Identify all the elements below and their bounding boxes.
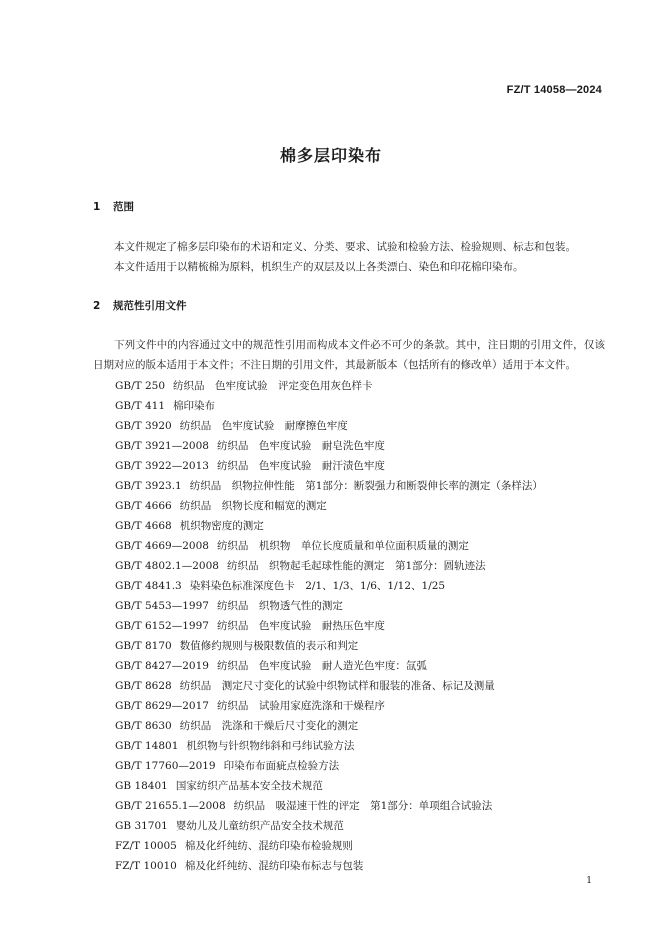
reference-title: 纺织品 吸湿速干性的评定 第1部分：单项组合试验法 xyxy=(233,800,493,812)
section-number: 1 xyxy=(93,201,101,213)
reference-title: 数值修约规则与极限数值的表示和判定 xyxy=(179,640,359,652)
reference-title: 纺织品 试验用家庭洗涤和干燥程序 xyxy=(216,700,385,712)
reference-code: GB/T 411 xyxy=(115,400,166,412)
reference-title: 棉及化纤纯纺、混纺印染布标志与包装 xyxy=(184,860,364,872)
reference-title: 纺织品 色牢度试验 耐皂洗色牢度 xyxy=(216,440,385,452)
section-title: 规范性引用文件 xyxy=(113,300,187,312)
reference-item xyxy=(115,796,543,816)
reference-code: GB/T 4669—2008 xyxy=(115,540,209,552)
reference-title: 棉印染布 xyxy=(173,400,216,412)
reference-title: 国家纺织产品基本安全技术规范 xyxy=(175,780,323,792)
reference-title: 纺织品 测定尺寸变化的试验中织物试样和服装的准备、标记及测量 xyxy=(179,680,495,692)
reference-item xyxy=(115,656,543,676)
reference-item xyxy=(115,836,543,856)
reference-code: GB/T 4802.1—2008 xyxy=(115,560,219,572)
reference-item xyxy=(115,856,543,876)
reference-item xyxy=(115,516,543,536)
reference-code: GB 31701 xyxy=(115,820,168,832)
reference-code: GB/T 8427—2019 xyxy=(115,660,209,672)
reference-item xyxy=(115,396,543,416)
reference-code: GB 18401 xyxy=(115,780,168,792)
reference-item xyxy=(115,816,543,836)
reference-item xyxy=(115,716,543,736)
reference-item xyxy=(115,616,543,636)
reference-title: 纺织品 织物透气性的测定 xyxy=(216,600,343,612)
page-number: 1 xyxy=(586,876,592,886)
reference-item xyxy=(115,736,543,756)
scope-paragraph-1: 本文件规定了棉多层印染布的术语和定义、分类、要求、试验和检验方法、检验规则、标志和包装。 xyxy=(114,241,576,253)
reference-title: 纺织品 织物起毛起球性能的测定 第1部分：圆轨迹法 xyxy=(226,560,486,572)
section-heading-normative-references xyxy=(93,298,187,313)
reference-code: GB/T 8629—2017 xyxy=(115,700,209,712)
standard-code: FZ/T 14058—2024 xyxy=(506,84,602,96)
references-intro-paragraph: 下列文件中的内容通过文中的规范性引用而构成本文件必不可少的条款。其中，注日期的引用文件，仅该日期对应的版本适用于本文件；不注日期的引用文件，其最新版本（包括所有的修改单）适用于本文件。 xyxy=(93,339,605,371)
reference-item xyxy=(115,536,543,556)
reference-item xyxy=(115,776,543,796)
reference-code: GB/T 4841.3 xyxy=(115,580,182,592)
reference-code: GB/T 3922—2013 xyxy=(115,460,209,472)
reference-title: 纺织品 色牢度试验 评定变色用灰色样卡 xyxy=(173,380,373,392)
reference-code: GB/T 5453—1997 xyxy=(115,600,209,612)
reference-item xyxy=(115,556,543,576)
reference-code: GB/T 250 xyxy=(115,380,166,392)
reference-item xyxy=(115,756,543,776)
reference-title: 纺织品 织物长度和幅宽的测定 xyxy=(179,500,327,512)
reference-title: 印染布布面疵点检验方法 xyxy=(223,760,340,772)
reference-code: GB/T 8630 xyxy=(115,720,172,732)
reference-code: GB/T 17760—2019 xyxy=(115,760,216,772)
reference-title: 纺织品 色牢度试验 耐汗渍色牢度 xyxy=(216,460,385,472)
reference-code: GB/T 3920 xyxy=(115,420,172,432)
scope-paragraph-2: 本文件适用于以精梳棉为原料，机织生产的双层及以上各类漂白、染色和印花棉印染布。 xyxy=(114,261,524,273)
reference-title: 纺织品 机织物 单位长度质量和单位面积质量的测定 xyxy=(216,540,469,552)
reference-code: FZ/T 10005 xyxy=(115,840,177,852)
section-heading-scope xyxy=(93,199,134,214)
section-title: 范围 xyxy=(113,201,134,213)
reference-item xyxy=(115,636,543,656)
reference-item xyxy=(115,696,543,716)
reference-title: 纺织品 色牢度试验 耐人造光色牢度：氙弧 xyxy=(216,660,427,672)
reference-title: 机织物密度的测定 xyxy=(179,520,264,532)
reference-item xyxy=(115,576,543,596)
reference-item xyxy=(115,676,543,696)
reference-item xyxy=(115,456,543,476)
reference-code: GB/T 4668 xyxy=(115,520,172,532)
reference-item xyxy=(115,436,543,456)
reference-item xyxy=(115,376,543,396)
reference-title: 婴幼儿及儿童纺织产品安全技术规范 xyxy=(175,820,344,832)
reference-code: GB/T 3921—2008 xyxy=(115,440,209,452)
reference-code: GB/T 3923.1 xyxy=(115,480,182,492)
reference-item xyxy=(115,476,543,496)
reference-item xyxy=(115,596,543,616)
document-title: 棉多层印染布 xyxy=(279,146,382,165)
reference-title: 机织物与针织物纬斜和弓纬试验方法 xyxy=(186,740,355,752)
reference-list xyxy=(115,376,543,876)
reference-code: GB/T 8628 xyxy=(115,680,172,692)
reference-item xyxy=(115,416,543,436)
section-number: 2 xyxy=(93,300,101,312)
reference-title: 纺织品 色牢度试验 耐摩擦色牢度 xyxy=(179,420,348,432)
reference-title: 纺织品 色牢度试验 耐热压色牢度 xyxy=(216,620,385,632)
reference-code: GB/T 21655.1—2008 xyxy=(115,800,226,812)
reference-title: 纺织品 洗涤和干燥后尺寸变化的测定 xyxy=(179,720,359,732)
reference-title: 纺织品 织物拉伸性能 第1部分：断裂强力和断裂伸长率的测定（条样法） xyxy=(189,480,543,492)
reference-title: 棉及化纤纯纺、混纺印染布检验规则 xyxy=(184,840,353,852)
reference-code: GB/T 14801 xyxy=(115,740,179,752)
reference-item xyxy=(115,496,543,516)
reference-title: 染料染色标准深度色卡 2/1、1/3、1/6、1/12、1/25 xyxy=(189,580,446,592)
reference-code: GB/T 6152—1997 xyxy=(115,620,209,632)
reference-code: GB/T 8170 xyxy=(115,640,172,652)
reference-code: GB/T 4666 xyxy=(115,500,172,512)
reference-code: FZ/T 10010 xyxy=(115,860,177,872)
